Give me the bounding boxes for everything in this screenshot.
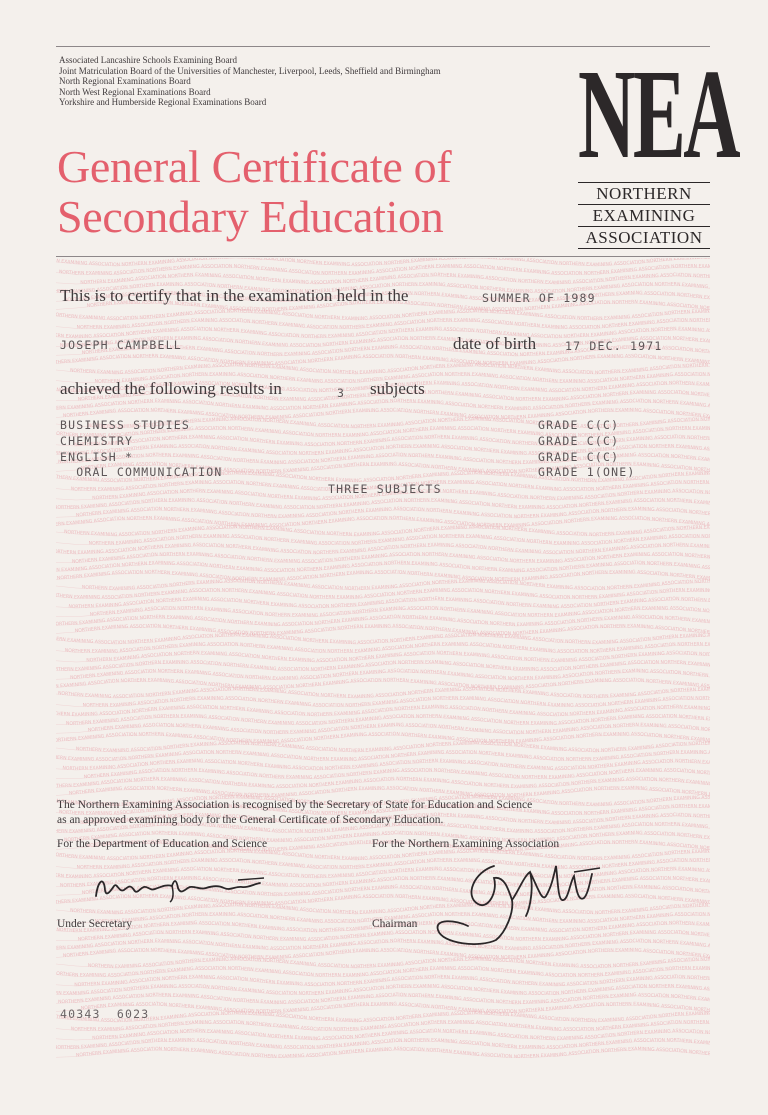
svg-text:NORTHERN EXAMINING ASSOCIATION: HERN EXAMINING ASSOCIATION NORTHERN EXAMINING ASSOCIATION NORTHERN EXAMINING ASSOCIATION NORTHERN EXAMINING ASSOCIATION NORTHERN EXAMINING ASSOCIATION NORTHERN EXAMINING ASSOCIATION NORTHERN EXAMINING ASSOCIATION NORTHERN EXAMININ — [56, 258, 710, 1024]
svg-text:NORTHERN EXAMINING ASSOCIATION: NORTHERN EXAMINING ASSOCIATION NORTHERN EXAMINING ASSOCIATION NORTHERN EXAMINING ASSOCIATION NORTHERN EXAMINING ASSOCIATION NORTHERN EXAMINING ASSOCIATION NORTHERN EXAMINING ASSOCIATION NORTHERN EXAMINING ASSOCIATION NORTHERN — [56, 258, 710, 610]
svg-text:NORTHERN EXAMINING ASSOCIATION: NORTHERN EXAMINING ASSOCIATION NORTHERN EXAMINING ASSOCIATION NORTHERN EXAMINING ASSOCIATION NORTHERN EXAMINING ASSOCIATION NORTHERN EXAMINING ASSOCIATION NORTHERN EXAMINING ASSOCIATION NORTHERN EXAMINING ASSOCIATION NORTHERN EXA — [56, 258, 710, 466]
svg-text:NORTHERN EXAMINING ASSOCIATION: HERN EXAMINING ASSOCIATION NORTHERN EXAMINING ASSOCIATION NORTHERN EXAMINING ASSOCIATION NORTHERN EXAMINING ASSOCIATION NORTHERN EXAMINING ASSOCIATION NORTHERN EXAMINING ASSOCIATION NORTHERN EXAMINING ASSOCIATION NORTHERN EXAMININ — [56, 258, 710, 907]
svg-text:NORTHERN EXAMINING ASSOCIATION: N EXAMINING ASSOCIATION NORTHERN EXAMINING ASSOCIATION NORTHERN EXAMINING ASSOCIATION NORTHERN EXAMINING ASSOCIATION NORTHERN EXAMINING ASSOCIATION NORTHERN EXAMINING ASSOCIATION NORTHERN EXAMINING ASSOCIATION NORTHERN EXAMINING AS — [56, 258, 710, 997]
chairman-title: Chairman — [372, 918, 417, 930]
candidate-name: JOSEPH CAMPBELL — [60, 338, 182, 352]
svg-text:NORTHERN EXAMINING ASSOCIATION: NORTHERN EXAMINING ASSOCIATION NORTHERN EXAMINING ASSOCIATION NORTHERN EXAMINING ASSOCIATION NORTHERN EXAMINING ASSOCIATION NORTHERN EXAMINING ASSOCIATION NORTHERN EXAMINING ASSOCIATION NORTHERN EXAMINING ASSOCIATION NORTHE — [56, 258, 710, 1058]
subjects-label: subjects — [370, 379, 425, 399]
des-heading: For the Department of Education and Science — [57, 838, 267, 850]
svg-text:NORTHERN EXAMINING ASSOCIATION: ERN EXAMINING ASSOCIATION NORTHERN EXAMINING ASSOCIATION NORTHERN EXAMINING ASSOCIATION NORTHERN EXAMINING ASSOCIATION NORTHERN EXAMINING ASSOCIATION NORTHERN EXAMINING ASSOCIATION NORTHERN EXAMINING ASSOCIATION NORTHERN EXAMINING — [56, 258, 710, 412]
svg-text:NORTHERN EXAMINING ASSOCIATION: NORTHERN EXAMINING ASSOCIATION NORTHERN EXAMINING ASSOCIATION NORTHERN EXAMINING ASSOCIATION NORTHERN EXAMINING ASSOCIATION NORTHERN EXAMINING ASSOCIATION NORTHERN EXAMINING ASSOCIATION NORTHERN EXAMINING ASSOCIATION NOR — [56, 258, 710, 664]
svg-text:NORTHERN EXAMINING ASSOCIATION: NORTHERN EXAMINING ASSOCIATION NORTHERN EXAMINING ASSOCIATION NORTHERN EXAMINING ASSOCIATION NORTHERN EXAMINING ASSOCIATION NORTHERN EXAMINING ASSOCIATION NORTHERN EXAMINING ASSOCIATION NORTHERN EXAMINING ASSOCIATION NO — [56, 258, 710, 547]
result-subject: ENGLISH * — [60, 450, 133, 464]
subject-count: 3 — [337, 386, 345, 400]
svg-text:NORTHERN EXAMINING ASSOCIATION: EXAMINING ASSOCIATION NORTHERN EXAMINING ASSOCIATION NORTHERN EXAMINING ASSOCIATION NORTHERN EXAMINING ASSOCIATION NORTHERN EXAMINING ASSOCIATION NORTHERN EXAMINING ASSOCIATION NORTHERN EXAMINING ASSOCIATION NORTHERN EXAMINING ASS — [56, 258, 710, 691]
svg-text:NORTHERN EXAMINING ASSOCIATION: ERN EXAMINING ASSOCIATION NORTHERN EXAMINING ASSOCIATION NORTHERN EXAMINING ASSOCIATION NORTHERN EXAMINING ASSOCIATION NORTHERN EXAMINING ASSOCIATION NORTHERN EXAMINING ASSOCIATION NORTHERN EXAMINING ASSOCIATION NORTHERN EXAMINING — [56, 258, 710, 763]
svg-text:NORTHERN EXAMINING ASSOCIATION: HERN EXAMINING ASSOCIATION NORTHERN EXAMINING ASSOCIATION NORTHERN EXAMINING ASSOCIATION NORTHERN EXAMINING ASSOCIATION NORTHERN EXAMINING ASSOCIATION NORTHERN EXAMINING ASSOCIATION NORTHERN EXAMINING ASSOCIATION NORTHERN EXAMININ — [56, 258, 710, 718]
svg-text:NORTHERN EXAMINING ASSOCIATION: NORTHERN EXAMINING ASSOCIATION NORTHERN EXAMINING ASSOCIATION NORTHERN EXAMINING ASSOCIATION NORTHERN EXAMINING ASSOCIATION NORTHERN EXAMINING ASSOCIATION NORTHERN EXAMINING ASSOCIATION NORTHERN EXAMINING ASSOCIATION NORT — [56, 258, 710, 709]
svg-text:NORTHERN EXAMINING ASSOCIATION: THERN EXAMINING ASSOCIATION NORTHERN EXAMINING ASSOCIATION NORTHERN EXAMINING ASSOCIATION NORTHERN EXAMINING ASSOCIATION NORTHERN EXAMINING ASSOCIATION NORTHERN EXAMINING ASSOCIATION NORTHERN EXAMINING ASSOCIATION NORTHERN EXAMININ — [56, 258, 710, 790]
svg-text:NORTHERN EXAMINING ASSOCIATION: RTHERN EXAMINING ASSOCIATION NORTHERN EXAMINING ASSOCIATION NORTHERN EXAMINING ASSOCIATION NORTHERN EXAMINING ASSOCIATION NORTHERN EXAMINING ASSOCIATION NORTHERN EXAMINING ASSOCIATION NORTHERN EXAMINING ASSOCIATION NORTHERN EXAMIN — [56, 258, 710, 745]
svg-text:NORTHERN EXAMINING ASSOCIATION: NORTHERN EXAMINING ASSOCIATION NORTHERN EXAMINING ASSOCIATION NORTHERN EXAMINING ASSOCIATION NORTHERN EXAMINING ASSOCIATION NORTHERN EXAMINING ASSOCIATION NORTHERN EXAMINING ASSOCIATION NORTHERN EXAMINING ASSOCIATION NORTHERN EX — [56, 258, 710, 844]
result-subject: BUSINESS STUDIES — [60, 418, 190, 432]
svg-text:NORTHERN EXAMINING ASSOCIATION: NORTHERN EXAMINING ASSOCIATION NORTHERN EXAMINING ASSOCIATION NORTHERN EXAMINING ASSOCIATION NORTHERN EXAMINING ASSOCIATION NORTHERN EXAMINING ASSOCIATION NORTHERN EXAMINING ASSOCIATION NORTHERN EXAMINING ASSOCIATION NORTHE — [56, 258, 710, 331]
logo-letters: NEA — [578, 52, 660, 180]
result-grade: GRADE 1(ONE) — [538, 465, 635, 479]
svg-text:NORTHERN EXAMINING ASSOCIATION: RN EXAMINING ASSOCIATION NORTHERN EXAMINING ASSOCIATION NORTHERN EXAMINING ASSOCIATION NORTHERN EXAMINING ASSOCIATION NORTHERN EXAMINING ASSOCIATION NORTHERN EXAMINING ASSOCIATION NORTHERN EXAMINING ASSOCIATION NORTHERN EXAMINING A — [56, 258, 710, 529]
svg-text:NORTHERN EXAMINING ASSOCIATION: NORTHERN EXAMINING ASSOCIATION NORTHERN EXAMINING ASSOCIATION NORTHERN EXAMINING ASSOCIATION NORTHERN EXAMINING ASSOCIATION NORTHERN EXAMINING ASSOCIATION NORTHERN EXAMINING ASSOCIATION NORTHERN EXAMINING ASSOCIATION NORT — [56, 258, 710, 592]
svg-text:NORTHERN EXAMINING ASSOCIATION: NORTHERN EXAMINING ASSOCIATION NORTHERN EXAMINING ASSOCIATION NORTHERN EXAMINING ASSOCIATION NORTHERN EXAMINING ASSOCIATION NORTHERN EXAMINING ASSOCIATION NORTHERN EXAMINING ASSOCIATION NORTHERN EXAMINING ASSOCIATION NORTHERN — [56, 258, 710, 799]
result-grade: GRADE C(C) — [538, 434, 619, 448]
svg-text:NORTHERN EXAMINING ASSOCIATION: NORTHERN EXAMINING ASSOCIATION NORTHERN EXAMINING ASSOCIATION NORTHERN EXAMINING ASSOCIATION NORTHERN EXAMINING ASSOCIATION NORTHERN EXAMINING ASSOCIATION NORTHERN EXAMINING ASSOCIATION NORTHERN EXAMINING ASSOCIATION — [56, 258, 710, 925]
svg-text:NORTHERN EXAMINING ASSOCIATION: RN EXAMINING ASSOCIATION NORTHERN EXAMINING ASSOCIATION NORTHERN EXAMINING ASSOCIATION NORTHERN EXAMINING ASSOCIATION NORTHERN EXAMINING ASSOCIATION NORTHERN EXAMINING ASSOCIATION NORTHERN EXAMINING ASSOCIATION NORTHERN EXAMINING A — [56, 258, 710, 340]
svg-text:NORTHERN EXAMINING ASSOCIATION: NORTHERN EXAMINING ASSOCIATION NORTHERN EXAMINING ASSOCIATION NORTHERN EXAMINING ASSOCIATION NORTHERN EXAMINING ASSOCIATION NORTHERN EXAMINING ASSOCIATION NORTHERN EXAMINING ASSOCIATION NORTHERN EXAMINING ASSOCIATION NORTHE — [56, 258, 710, 520]
certificate-title — [57, 142, 451, 242]
svg-text:NORTHERN EXAMINING ASSOCIATION: NORTHERN EXAMINING ASSOCIATION NORTHERN EXAMINING ASSOCIATION NORTHERN EXAMINING ASSOCIATION NORTHERN EXAMINING ASSOCIATION NORTHERN EXAMINING ASSOCIATION NORTHERN EXAMINING ASSOCIATION NORTHERN EXAMINING ASSOCIATION NORTHERN EXAM — [56, 258, 710, 583]
svg-text:NORTHERN EXAMINING ASSOCIATION: ORTHERN EXAMINING ASSOCIATION NORTHERN EXAMINING ASSOCIATION NORTHERN EXAMINING ASSOCIATION NORTHERN EXAMINING ASSOCIATION NORTHERN EXAMINING ASSOCIATION NORTHERN EXAMINING ASSOCIATION NORTHERN EXAMINING ASSOCIATION NORTHERN EXAMI — [56, 258, 710, 1051]
svg-text:NORTHERN EXAMINING ASSOCIATION: NORTHERN EXAMINING ASSOCIATION NORTHERN EXAMINING ASSOCIATION NORTHERN EXAMINING ASSOCIATION NORTHERN EXAMINING ASSOCIATION NORTHERN EXAMINING ASSOCIATION NORTHERN EXAMINING ASSOCIATION NORTHERN EXAMINING ASSOCIATION NOR — [56, 258, 710, 853]
svg-text:NORTHERN EXAMINING ASSOCIATION: NORTHERN EXAMINING ASSOCIATION NORTHERN EXAMINING ASSOCIATION NORTHERN EXAMINING ASSOCIATION NORTHERN EXAMINING ASSOCIATION NORTHERN EXAMINING ASSOCIATION NORTHERN EXAMINING ASSOCIATION NORTHERN EXAMINING ASSOCIATION NORTHE — [56, 258, 710, 403]
svg-text:NORTHERN EXAMINING ASSOCIATION: NORTHERN EXAMINING ASSOCIATION NORTHERN EXAMINING ASSOCIATION NORTHERN EXAMINING ASSOCIATION NORTHERN EXAMINING ASSOCIATION NORTHERN EXAMINING ASSOCIATION NORTHERN EXAMINING ASSOCIATION NORTHERN EXAMINING ASSOCIATION NORTHERN EX — [56, 258, 710, 421]
svg-text:NORTHERN EXAMINING ASSOCIATION: NORTHERN EXAMINING ASSOCIATION NORTHERN EXAMINING ASSOCIATION NORTHERN EXAMINING ASSOCIATION NORTHERN EXAMINING ASSOCIATION NORTHERN EXAMINING ASSOCIATION NORTHERN EXAMINING ASSOCIATION NORTHERN EXAMINING ASSOCIATION NORTHERN EXAM — [56, 258, 710, 934]
svg-text:NORTHERN EXAMINING ASSOCIATION: NORTHERN EXAMINING ASSOCIATION NORTHERN EXAMINING ASSOCIATION NORTHERN EXAMINING ASSOCIATION NORTHERN EXAMINING ASSOCIATION NORTHERN EXAMINING ASSOCIATION NORTHERN EXAMINING ASSOCIATION NORTHERN EXAMINING ASSOCIATION NORTHER — [56, 258, 710, 637]
svg-text:NORTHERN EXAMINING ASSOCIATION: NORTHERN EXAMINING ASSOCIATION NORTHERN EXAMINING ASSOCIATION NORTHERN EXAMINING ASSOCIATION NORTHERN EXAMINING ASSOCIATION NORTHERN EXAMINING ASSOCIATION NORTHERN EXAMINING ASSOCIATION NORTHERN EXAMINING ASSOCIATION NORTHERN — [56, 258, 710, 1033]
svg-text:NORTHERN EXAMINING ASSOCIATION: NORTHERN EXAMINING ASSOCIATION NORTHERN EXAMINING ASSOCIATION NORTHERN EXAMINING ASSOCIATION NORTHERN EXAMINING ASSOCIATION NORTHERN EXAMINING ASSOCIATION NORTHERN EXAMINING ASSOCIATION NORTHERN EXAMINING ASSOCIATION NORTHERN — [56, 258, 710, 916]
logo-line-examining: EXAMINING — [578, 205, 710, 227]
svg-text:NORTHERN EXAMINING ASSOCIATION: NORTHERN EXAMINING ASSOCIATION NORTHERN EXAMINING ASSOCIATION NORTHERN EXAMINING ASSOCIATION NORTHERN EXAMINING ASSOCIATION NORTHERN EXAMINING ASSOCIATION NORTHERN EXAMINING ASSOCIATION NORTHERN EXAMINING ASSOCIATION NOR — [56, 258, 710, 313]
svg-text:NORTHERN EXAMINING ASSOCIATION: NORTHERN EXAMINING ASSOCIATION NORTHERN EXAMINING ASSOCIATION NORTHERN EXAMINING ASSOCIATION NORTHERN EXAMINING ASSOCIATION NORTHERN EXAMINING ASSOCIATION NORTHERN EXAMINING ASSOCIATION NORTHERN EXAMINING ASSOCIATION NORTHERN EX — [56, 258, 710, 538]
logo-line-northern: NORTHERN — [578, 183, 710, 205]
svg-text:NORTHERN EXAMINING ASSOCIATION: RN EXAMINING ASSOCIATION NORTHERN EXAMINING ASSOCIATION NORTHERN EXAMINING ASSOCIATION NORTHERN EXAMINING ASSOCIATION NORTHERN EXAMINING ASSOCIATION NORTHERN EXAMINING ASSOCIATION NORTHERN EXAMINING ASSOCIATION NORTHERN EXAMINING A — [56, 258, 710, 880]
result-subject: CHEMISTRY — [60, 434, 133, 448]
svg-text:NORTHERN EXAMINING ASSOCIATION: NORTHERN EXAMINING ASSOCIATION NORTHERN EXAMINING ASSOCIATION NORTHERN EXAMINING ASSOCIATION NORTHERN EXAMINING ASSOCIATION NORTHERN EXAMINING ASSOCIATION NORTHERN EXAMINING ASSOCIATION NORTHERN EXAMINING ASSOCIATION NO — [56, 258, 710, 736]
svg-text:NORTHERN EXAMINING ASSOCIATION: N EXAMINING ASSOCIATION NORTHERN EXAMINING ASSOCIATION NORTHERN EXAMINING ASSOCIATION NORTHERN EXAMINING ASSOCIATION NORTHERN EXAMINING ASSOCIATION NORTHERN EXAMINING ASSOCIATION NORTHERN EXAMINING ASSOCIATION NORTHERN EXAMINING AS — [56, 258, 710, 457]
board-line: Yorkshire and Humberside Regional Examinations Board — [59, 97, 441, 108]
svg-text:NORTHERN EXAMINING ASSOCIATION: NORTHERN EXAMINING ASSOCIATION NORTHERN EXAMINING ASSOCIATION NORTHERN EXAMINING ASSOCIATION NORTHERN EXAMINING ASSOCIATION NORTHERN EXAMINING ASSOCIATION NORTHERN EXAMINING ASSOCIATION NORTHERN EXAMINING ASSOCIATION NORTHERN — [56, 258, 710, 682]
svg-text:NORTHERN EXAMINING ASSOCIATION: THERN EXAMINING ASSOCIATION NORTHERN EXAMINING ASSOCIATION NORTHERN EXAMINING ASSOCIATION NORTHERN EXAMINING ASSOCIATION NORTHERN EXAMINING ASSOCIATION NORTHERN EXAMINING ASSOCIATION NORTHERN EXAMINING ASSOCIATION NORTHERN EXAMININ — [56, 258, 710, 601]
logo-text-block — [578, 182, 710, 249]
svg-text:NORTHERN EXAMINING ASSOCIATION: NORTHERN EXAMINING ASSOCIATION NORTHERN EXAMINING ASSOCIATION NORTHERN EXAMINING ASSOCIATION NORTHERN EXAMINING ASSOCIATION NORTHERN EXAMINING ASSOCIATION NORTHERN EXAMINING ASSOCIATION NORTHERN EXAMINING ASSOCIATION N — [56, 258, 710, 1042]
under-secretary-title: Under Secretary — [57, 918, 132, 930]
svg-text:NORTHERN EXAMINING ASSOCIATION: NORTHERN EXAMINING ASSOCIATION NORTHERN EXAMINING ASSOCIATION NORTHERN EXAMINING ASSOCIATION NORTHERN EXAMINING ASSOCIATION NORTHERN EXAMINING ASSOCIATION NORTHERN EXAMINING ASSOCIATION NORTHERN EXAMINING ASSOCIATION NORT — [56, 258, 710, 358]
logo-line-association: ASSOCIATION — [578, 227, 710, 249]
svg-text:NORTHERN EXAMINING ASSOCIATION: NORTHERN EXAMINING ASSOCIATION NORTHERN EXAMINING ASSOCIATION NORTHERN EXAMINING ASSOCIATION NORTHERN EXAMINING ASSOCIATION NORTHERN EXAMINING ASSOCIATION NORTHERN EXAMINING ASSOCIATION NORTHERN EXAMINING ASSOCIATION NORTHERN — [56, 258, 710, 376]
svg-text:NORTHERN EXAMINING ASSOCIATION: ORTHERN EXAMINING ASSOCIATION NORTHERN EXAMINING ASSOCIATION NORTHERN EXAMINING ASSOCIATION NORTHERN EXAMINING ASSOCIATION NORTHERN EXAMINING ASSOCIATION NORTHERN EXAMINING ASSOCIATION NORTHERN EXAMINING ASSOCIATION NORTHERN EXAMI — [56, 258, 710, 511]
recognition-line-2: as an approved examining body for the General Certificate of Secondary Education. — [57, 814, 443, 826]
svg-text:NORTHERN EXAMINING ASSOCIATION: NORTHERN EXAMINING ASSOCIATION NORTHERN EXAMINING ASSOCIATION NORTHERN EXAMINING ASSOCIATION NORTHERN EXAMINING ASSOCIATION NORTHERN EXAMINING ASSOCIATION NORTHERN EXAMINING ASSOCIATION NORTHERN EXAMINING ASSOCIATION NORTH — [56, 258, 710, 286]
svg-text:NORTHERN EXAMINING ASSOCIATION: NORTHERN EXAMINING ASSOCIATION NORTHERN EXAMINING ASSOCIATION NORTHERN EXAMINING ASSOCIATION NORTHERN EXAMINING ASSOCIATION NORTHERN EXAMINING ASSOCIATION NORTHERN EXAMINING ASSOCIATION NORTHERN EXAMINING ASSOCIATION NORTHE — [56, 258, 710, 871]
svg-text:NORTHERN EXAMINING ASSOCIATION: NORTHERN EXAMINING ASSOCIATION NORTHERN EXAMINING ASSOCIATION NORTHERN EXAMINING ASSOCIATION NORTHERN EXAMINING ASSOCIATION NORTHERN EXAMINING ASSOCIATION NORTHERN EXAMINING ASSOCIATION NORTHERN EXAMINING ASSOCIATION NORTHERN EXA — [56, 258, 710, 277]
svg-text:NORTHERN EXAMINING ASSOCIATION: ERN EXAMINING ASSOCIATION NORTHERN EXAMINING ASSOCIATION NORTHERN EXAMINING ASSOCIATION NORTHERN EXAMINING ASSOCIATION NORTHERN EXAMINING ASSOCIATION NORTHERN EXAMINING ASSOCIATION NORTHERN EXAMINING ASSOCIATION NORTHERN EXAMINING — [56, 258, 710, 646]
board-line: Associated Lancashire Schools Examining Board — [59, 55, 441, 66]
examining-boards-list — [59, 55, 441, 108]
svg-text:NORTHERN EXAMINING ASSOCIATION: RTHERN EXAMINING ASSOCIATION NORTHERN EXAMINING ASSOCIATION NORTHERN EXAMINING ASSOCIATION NORTHERN EXAMINING ASSOCIATION NORTHERN EXAMINING ASSOCIATION NORTHERN EXAMINING ASSOCIATION NORTHERN EXAMINING ASSOCIATION NORTHERN EXAMIN — [56, 258, 710, 322]
certificate-serial-number: 40343 6023 — [60, 1007, 149, 1021]
result-grade: GRADE C(C) — [538, 450, 619, 464]
svg-text:NORTHERN EXAMINING ASSOCIATION: N EXAMINING ASSOCIATION NORTHERN EXAMINING ASSOCIATION NORTHERN EXAMINING ASSOCIATION NORTHERN EXAMINING ASSOCIATION NORTHERN EXAMINING ASSOCIATION NORTHERN EXAMINING ASSOCIATION NORTHERN EXAMINING ASSOCIATION NORTHERN EXAMINING AS — [56, 258, 710, 808]
svg-text:NORTHERN EXAMINING ASSOCIATION: NORTHERN EXAMINING ASSOCIATION NORTHERN EXAMINING ASSOCIATION NORTHERN EXAMINING ASSOCIATION NORTHERN EXAMINING ASSOCIATION NORTHERN EXAMINING ASSOCIATION NORTHERN EXAMINING ASSOCIATION NORTHERN EXAMINING ASSOCIATION NORT — [56, 258, 710, 898]
svg-text:NORTHERN EXAMINING ASSOCIATION: NORTHERN EXAMINING ASSOCIATION NORTHERN EXAMINING ASSOCIATION NORTHERN EXAMINING ASSOCIATION NORTHERN EXAMINING ASSOCIATION NORTHERN EXAMINING ASSOCIATION NORTHERN EXAMINING ASSOCIATION NORTHERN EXAMINING ASSOCIATION NORTHERN EX — [56, 258, 710, 304]
svg-text:NORTHERN EXAMINING ASSOCIATION: NORTHERN EXAMINING ASSOCIATION NORTHERN EXAMINING ASSOCIATION NORTHERN EXAMINING ASSOCIATION NORTHERN EXAMINING ASSOCIATION NORTHERN EXAMINING ASSOCIATION NORTHERN EXAMINING ASSOCIATION NORTHERN EXAMINING ASSOCIATION NORTHERN EXA — [56, 258, 710, 817]
recognition-line-1: The Northern Examining Association is recognised by the Secretary of State for Education and Science — [57, 799, 532, 811]
svg-text:NORTHERN EXAMINING ASSOCIATION: NORTHERN EXAMINING ASSOCIATION NORTHERN EXAMINING ASSOCIATION NORTHERN EXAMINING ASSOCIATION NORTHERN EXAMINING ASSOCIATION NORTHERN EXAMINING ASSOCIATION NORTHERN EXAMINING ASSOCIATION NORTHERN EXAMINING ASSOCIATION NORTHE — [56, 258, 710, 943]
svg-text:NORTHERN EXAMINING ASSOCIATION: NORTHERN EXAMINING ASSOCIATION NORTHERN EXAMINING ASSOCIATION NORTHERN EXAMINING ASSOCIATION NORTHERN EXAMINING ASSOCIATION NORTHERN EXAMINING ASSOCIATION NORTHERN EXAMINING ASSOCIATION NORTHERN EXAMINING ASSOCIATION NORTHERN EXAM — [56, 258, 710, 394]
svg-text:NORTHERN EXAMINING ASSOCIATION: NORTHERN EXAMINING ASSOCIATION NORTHERN EXAMINING ASSOCIATION NORTHERN EXAMINING ASSOCIATION NORTHERN EXAMINING ASSOCIATION NORTHERN EXAMINING ASSOCIATION NORTHERN EXAMINING ASSOCIATION NORTHERN EXAMINING ASSOCIATION NORTHE — [56, 258, 710, 754]
svg-text:NORTHERN EXAMINING ASSOCIATION: ERN EXAMINING ASSOCIATION NORTHERN EXAMINING ASSOCIATION NORTHERN EXAMINING ASSOCIATION NORTHERN EXAMINING ASSOCIATION NORTHERN EXAMINING ASSOCIATION NORTHERN EXAMINING ASSOCIATION NORTHERN EXAMINING ASSOCIATION NORTHERN EXAMINING — [56, 258, 710, 952]
svg-text:NORTHERN EXAMINING ASSOCIATION: ERN EXAMINING ASSOCIATION NORTHERN EXAMINING ASSOCIATION NORTHERN EXAMINING ASSOCIATION NORTHERN EXAMINING ASSOCIATION NORTHERN EXAMINING ASSOCIATION NORTHERN EXAMINING ASSOCIATION NORTHERN EXAMINING ASSOCIATION NORTHERN EXAMINING — [56, 258, 710, 295]
svg-text:NORTHERN EXAMINING ASSOCIATION: NORTHERN EXAMINING ASSOCIATION NORTHERN EXAMINING ASSOCIATION NORTHERN EXAMINING ASSOCIATION NORTHERN EXAMINING ASSOCIATION NORTHERN EXAMINING ASSOCIATION NORTHERN EXAMINING ASSOCIATION NORTHERN EXAMINING ASSOCIATION NORTHERN EXA — [56, 258, 710, 700]
svg-text:NORTHERN EXAMINING ASSOCIATION: RTHERN EXAMINING ASSOCIATION NORTHERN EXAMINING ASSOCIATION NORTHERN EXAMINING ASSOCIATION NORTHERN EXAMINING ASSOCIATION NORTHERN EXAMINING ASSOCIATION NORTHERN EXAMINING ASSOCIATION NORTHERN EXAMINING ASSOCIATION NORTHERN EXAMIN — [56, 258, 710, 862]
svg-text:NORTHERN EXAMINING ASSOCIATION: NORTHERN EXAMINING ASSOCIATION NORTHERN EXAMINING ASSOCIATION NORTHERN EXAMINING ASSOCIATION NORTHERN EXAMINING ASSOCIATION NORTHERN EXAMINING ASSOCIATION NORTHERN EXAMINING ASSOCIATION NORTHERN EXAMINING ASSOCIATION — [56, 258, 710, 385]
svg-text:NORTHERN EXAMINING ASSOCIATION: NORTHERN EXAMINING ASSOCIATION NORTHERN EXAMINING ASSOCIATION NORTHERN EXAMINING ASSOCIATION NORTHERN EXAMINING ASSOCIATION NORTHERN EXAMINING ASSOCIATION NORTHERN EXAMINING ASSOCIATION NORTHERN EXAMINING ASSOCIATION NO — [56, 258, 710, 619]
svg-text:NORTHERN EXAMINING ASSOCIATION: HERN EXAMINING ASSOCIATION NORTHERN EXAMINING ASSOCIATION NORTHERN EXAMINING ASSOCIATION NORTHERN EXAMINING ASSOCIATION NORTHERN EXAMINING ASSOCIATION NORTHERN EXAMINING ASSOCIATION NORTHERN EXAMINING ASSOCIATION NORTHERN EXAMININ — [56, 258, 710, 367]
chairman-signature — [434, 852, 604, 948]
svg-text:NORTHERN EXAMINING ASSOCIATION: NORTHERN EXAMINING ASSOCIATION NORTHERN EXAMINING ASSOCIATION NORTHERN EXAMINING ASSOCIATION NORTHERN EXAMINING ASSOCIATION NORTHERN EXAMINING ASSOCIATION NORTHERN EXAMINING ASSOCIATION NORTHERN EXAMINING ASSOCIATION NORTH — [56, 258, 710, 1015]
svg-text:NORTHERN EXAMINING ASSOCIATION: NORTHERN EXAMINING ASSOCIATION NORTHERN EXAMINING ASSOCIATION NORTHERN EXAMINING ASSOCIATION NORTHERN EXAMINING ASSOCIATION NORTHERN EXAMINING ASSOCIATION NORTHERN EXAMINING ASSOCIATION NORTHERN EXAMINING ASSOCIATION NO — [56, 258, 710, 430]
header-rule — [56, 256, 710, 257]
svg-text:NORTHERN EXAMINING ASSOCIATION: THERN EXAMINING ASSOCIATION NORTHERN EXAMINING ASSOCIATION NORTHERN EXAMINING ASSOCIATION NORTHERN EXAMINING ASSOCIATION NORTHERN EXAMINING ASSOCIATION NORTHERN EXAMINING ASSOCIATION NORTHERN EXAMINING ASSOCIATION NORTHERN EXAMINI — [56, 258, 710, 673]
under-secretary-signature — [88, 866, 274, 906]
svg-text:NORTHERN EXAMINING ASSOCIATION: NORTHERN EXAMINING ASSOCIATION NORTHERN EXAMINING ASSOCIATION NORTHERN EXAMINING ASSOCIATION NORTHERN EXAMINING ASSOCIATION NORTHERN EXAMINING ASSOCIATION NORTHERN EXAMINING ASSOCIATION NORTHERN EXAMINING ASSOCIATION NORTHERN EXA — [56, 258, 710, 889]
nea-logo — [578, 52, 710, 249]
nea-heading: For the Northern Examining Association — [372, 838, 559, 850]
achieved-label: achieved the following results in — [60, 379, 282, 399]
result-grade: GRADE C(C) — [538, 418, 619, 432]
certify-intro: This is to certify that in the examination held in the — [60, 286, 408, 306]
svg-text:NORTHERN EXAMINING ASSOCIATION: NORTHERN EXAMINING ASSOCIATION NORTHERN EXAMINING ASSOCIATION NORTHERN EXAMINING ASSOCIATION NORTHERN EXAMINING ASSOCIATION NORTHERN EXAMINING ASSOCIATION NORTHERN EXAMINING ASSOCIATION NORTHERN EXAMINING ASSOCIATION NORTH — [56, 258, 710, 475]
svg-text:NORTHERN EXAMINING ASSOCIATION: NORTHERN EXAMINING ASSOCIATION NORTHERN EXAMINING ASSOCIATION NORTHERN EXAMINING ASSOCIATION NORTHERN EXAMINING ASSOCIATION NORTHERN EXAMINING ASSOCIATION NORTHERN EXAMINING ASSOCIATION NORTHERN EXAMINING ASSOCIATION NORTHERN — [56, 258, 710, 493]
title-line-1: General Certificate of — [57, 142, 451, 192]
svg-text:NORTHERN EXAMINING ASSOCIATION: NORTHERN EXAMINING ASSOCIATION NORTHERN EXAMINING ASSOCIATION NORTHERN EXAMINING ASSOCIATION NORTHERN EXAMINING ASSOCIATION NORTHERN EXAMINING ASSOCIATION NORTHERN EXAMINING ASSOCIATION NORTHERN EXAMINING ASSOCIATION NORTHERN EX — [56, 258, 710, 961]
board-line: North West Regional Examinations Board — [59, 87, 441, 98]
svg-text:NORTHERN EXAMINING ASSOCIATION: ERN EXAMINING ASSOCIATION NORTHERN EXAMINING ASSOCIATION NORTHERN EXAMINING ASSOCIATION NORTHERN EXAMINING ASSOCIATION NORTHERN EXAMINING ASSOCIATION NORTHERN EXAMINING ASSOCIATION NORTHERN EXAMINING ASSOCIATION NORTHERN EXAMINING — [56, 258, 710, 835]
date-of-birth: 17 DEC. 1971 — [565, 339, 662, 353]
svg-text:NORTHERN EXAMINING ASSOCIATION: NORTHERN EXAMINING ASSOCIATION NORTHERN EXAMINING ASSOCIATION NORTHERN EXAMINING ASSOCIATION NORTHERN EXAMINING ASSOCIATION NORTHERN EXAMINING ASSOCIATION NORTHERN EXAMINING ASSOCIATION NORTHERN EXAMINING ASSOCIATION NORTHER — [56, 258, 710, 565]
board-line: Joint Matriculation Board of the Universities of Manchester, Liverpool, Leeds, Sheffield and Birmingham — [59, 66, 441, 77]
svg-text:NORTHERN EXAMINING ASSOCIATION: HERN EXAMINING ASSOCIATION NORTHERN EXAMINING ASSOCIATION NORTHERN EXAMINING ASSOCIATION NORTHERN EXAMINING ASSOCIATION NORTHERN EXAMINING ASSOCIATION NORTHERN EXAMINING ASSOCIATION NORTHERN EXAMINING ASSOCIATION NORTHERN EXAMININ — [56, 258, 710, 484]
total-subjects: THREE SUBJECTS — [328, 482, 442, 496]
svg-text:NORTHERN EXAMINING ASSOCIATION: ORTHERN EXAMINING ASSOCIATION NORTHERN EXAMINING ASSOCIATION NORTHERN EXAMINING ASSOCIATION NORTHERN EXAMINING ASSOCIATION NORTHERN EXAMINING ASSOCIATION NORTHERN EXAMINING ASSOCIATION NORTHERN EXAMINING ASSOCIATION NORTHERN EXAMI — [56, 258, 710, 979]
svg-text:NORTHERN EXAMINING ASSOCIATION: N EXAMINING ASSOCIATION NORTHERN EXAMINING ASSOCIATION NORTH MINING ASSOCIATION NORTHERN EXAMINING ASSOCIATION NORTHERN EXAMINING ASSOCIATIO HERN EXAMINING ASSOCIATION NORTHERN EXAMINING ASSOCIATION NORTHERN EXAMINING A — [56, 258, 710, 268]
svg-text:NORTHERN EXAMINING ASSOCIATION: NORTHERN EXAMINING ASSOCIATION NORTHERN EXAMINING ASSOCIATION NORTHERN EXAMINING ASSOCIATION NORTHERN EXAMINING ASSOCIATION NORTHERN EXAMINING ASSOCIATION NORTHERN EXAMINING ASSOCIATION NORTHERN EXAMINING ASSOCIATION N — [56, 258, 710, 502]
svg-text:NORTHERN EXAMINING ASSOCIATION: RTHERN EXAMINING ASSOCIATION NORTHERN EXAMINING ASSOCIATION NORTHERN EXAMINING ASSOCIATION NORTHERN EXAMINING ASSOCIATION NORTHERN EXAMINING ASSOCIATION NORTHERN EXAMINING ASSOCIATION NORTHERN EXAMINING ASSOCIATION NORTHERN EXAMIN — [56, 258, 710, 628]
svg-text:NORTHERN EXAMINING ASSOCIATION: NORTHERN EXAMINING ASSOCIATION NORTHERN EXAMINING ASSOCIATION NORTHERN EXAMINING ASSOCIATION NORTHERN EXAMINING ASSOCIATION NORTHERN EXAMINING ASSOCIATION NORTHERN EXAMINING ASSOCIATION NORTHERN EXAMINING ASSOCIATION NORTHERN E — [56, 258, 710, 655]
svg-text:NORTHERN EXAMINING ASSOCIATION: NORTHERN EXAMINING ASSOCIATION NORTHERN EXAMINING ASSOCIATION NORTHERN EXAMINING ASSOCIATION NORTHERN EXAMINING ASSOCIATION NORTHERN EXAMINING ASSOCIATION NORTHERN EXAMINING ASSOCIATION NORTHERN EXAMINING ASSOCIATION NORT — [56, 258, 710, 781]
svg-text:NORTHERN EXAMINING ASSOCIATION: NORTHERN EXAMINING ASSOCIATION NORTHERN EXAMINING ASSOCIATION NORTHERN EXAMINING ASSOCIATION NORTHERN EXAMINING ASSOCIATION NORTHERN EXAMINING ASSOCIATION NORTHERN EXAMINING ASSOCIATION NORTHERN EXAMINING ASSOCIATION NORTHER — [56, 258, 710, 448]
svg-text:NORTHERN EXAMINING ASSOCIATION: N EXAMINING ASSOCIATION NORTHERN EXAMINING ASSOCIATION NORTHERN EXAMINING ASSOCIATION NORTHERN EXAMINING ASSOCIATION NORTHERN EXAMINING ASSOCIATION NORTHERN EXAMINING ASSOCIATION NORTHERN EXAMINING ASSOCIATION NORTHERN EXAMINING AS — [56, 258, 710, 574]
board-line: North Regional Examinations Board — [59, 76, 441, 87]
svg-text:NORTHERN EXAMINING ASSOCIATION: NORTHERN EXAMINING ASSOCIATION NORTHERN EXAMINING ASSOCIATION NORTHERN EXAMINING ASSOCIATION NORTHERN EXAMINING ASSOCIATION NORTHERN EXAMINING ASSOCIATION NORTHERN EXAMINING ASSOCIATION NORTHERN EXAMINING ASSOCIATION NORTH — [56, 258, 710, 826]
security-watermark-pattern — [56, 258, 710, 1058]
title-line-2: Secondary Education — [57, 192, 451, 242]
svg-text:NORTHERN EXAMINING ASSOCIATION: ORTHERN EXAMINING ASSOCIATION NORTHERN EXAMINING ASSOCIATION NORTHERN EXAMINING ASSOCIATION NORTHERN EXAMINING ASSOCIATION NORTHERN EXAMINING ASSOCIATION NORTHERN EXAMINING ASSOCIATION NORTHERN EXAMINING ASSOCIATION NORTHERN EXAMI — [56, 258, 710, 439]
svg-text:NORTHERN EXAMINING ASSOCIATION: NORTHERN EXAMINING ASSOCIATION NORTHERN EXAMINING ASSOCIATION NORTHERN EXAMINING ASSOCIATION NORTHERN EXAMINING ASSOCIATION NORTHERN EXAMINING ASSOCIATION NORTHERN EXAMINING ASSOCIATION NORTHERN EXAMINING ASSOCIATION NORTHERN EXA — [56, 258, 710, 1006]
svg-text:NORTHERN EXAMINING ASSOCIATION: RTHERN EXAMINING ASSOCIATION NORTHERN EXAMINING ASSOCIATION NORTHERN EXAMINING ASSOCIATION NORTHERN EXAMINING ASSOCIATION NORTHERN EXAMINING ASSOCIATION NORTHERN EXAMINING ASSOCIATION NORTHERN EXAMINING ASSOCIATION NORTHERN EXAMINI — [56, 258, 710, 556]
exam-session: SUMMER OF 1989 — [482, 291, 596, 305]
svg-text:NORTHERN EXAMINING ASSOCIATION: NORTHERN EXAMINING ASSOCIATION NORTHERN EXAMINING ASSOCIATION NORTHERN EXAMINING ASSOCIATION NORTHERN EXAMINING ASSOCIATION NORTHERN EXAMINING ASSOCIATION NORTHERN EXAMINING ASSOCIATION NORTHERN EXAMINING ASSOCIATION NORTHERN EXA — [56, 258, 710, 349]
svg-text:NORTHERN EXAMINING ASSOCIATION: NORTHERN EXAMINING ASSOCIATION NORTHERN EXAMINING ASSOCIATION NORTHERN EXAMINING ASSOCIATION NORTHERN EXAMINING ASSOCIATION NORTHERN EXAMINING ASSOCIATION NORTHERN EXAMINING ASSOCIATION NORTHERN EXAMINING ASSOCIATION NORTHER — [56, 258, 710, 988]
svg-text:NORTHERN EXAMINING ASSOCIATION: NORTHERN EXAMINING ASSOCIATION NORTHERN EXAMINING ASSOCIATION NORTHERN EXAMINING ASSOCIATION NORTHERN EXAMINING ASSOCIATION NORTHERN EXAMINING ASSOCIATION NORTHERN EXAMINING ASSOCIATION NORTHERN EXAMINING ASSOCIATION NORTHERN E — [56, 258, 710, 727]
result-subject: ORAL COMMUNICATION — [60, 465, 222, 479]
dob-label: date of birth — [453, 334, 536, 354]
svg-text:NORTHERN EXAMINING ASSOCIATION: NORTHERN EXAMINING ASSOCIATION NORTHERN EXAMINING ASSOCIATION NORTHERN EXAMINING ASSOCIATION NORTHERN EXAMINING ASSOCIATION NORTHERN EXAMINING ASSOCIATION NORTHERN EXAMINING ASSOCIATION NORTHERN EXAMINING ASSOCIATION NORTHERN EX — [56, 258, 710, 772]
svg-text:NORTHERN EXAMINING ASSOCIATION: NORTHERN EXAMINING ASSOCIATION NORTHERN EXAMINING ASSOCIATION NORTHERN EXAMINING ASSOCIATION NORTHERN EXAMINING ASSOCIATION NORTHERN EXAMINING ASSOCIATION NORTHERN EXAMINING ASSOCIATION NORTHERN EXAMINING ASSOCIATION NO — [56, 258, 710, 970]
